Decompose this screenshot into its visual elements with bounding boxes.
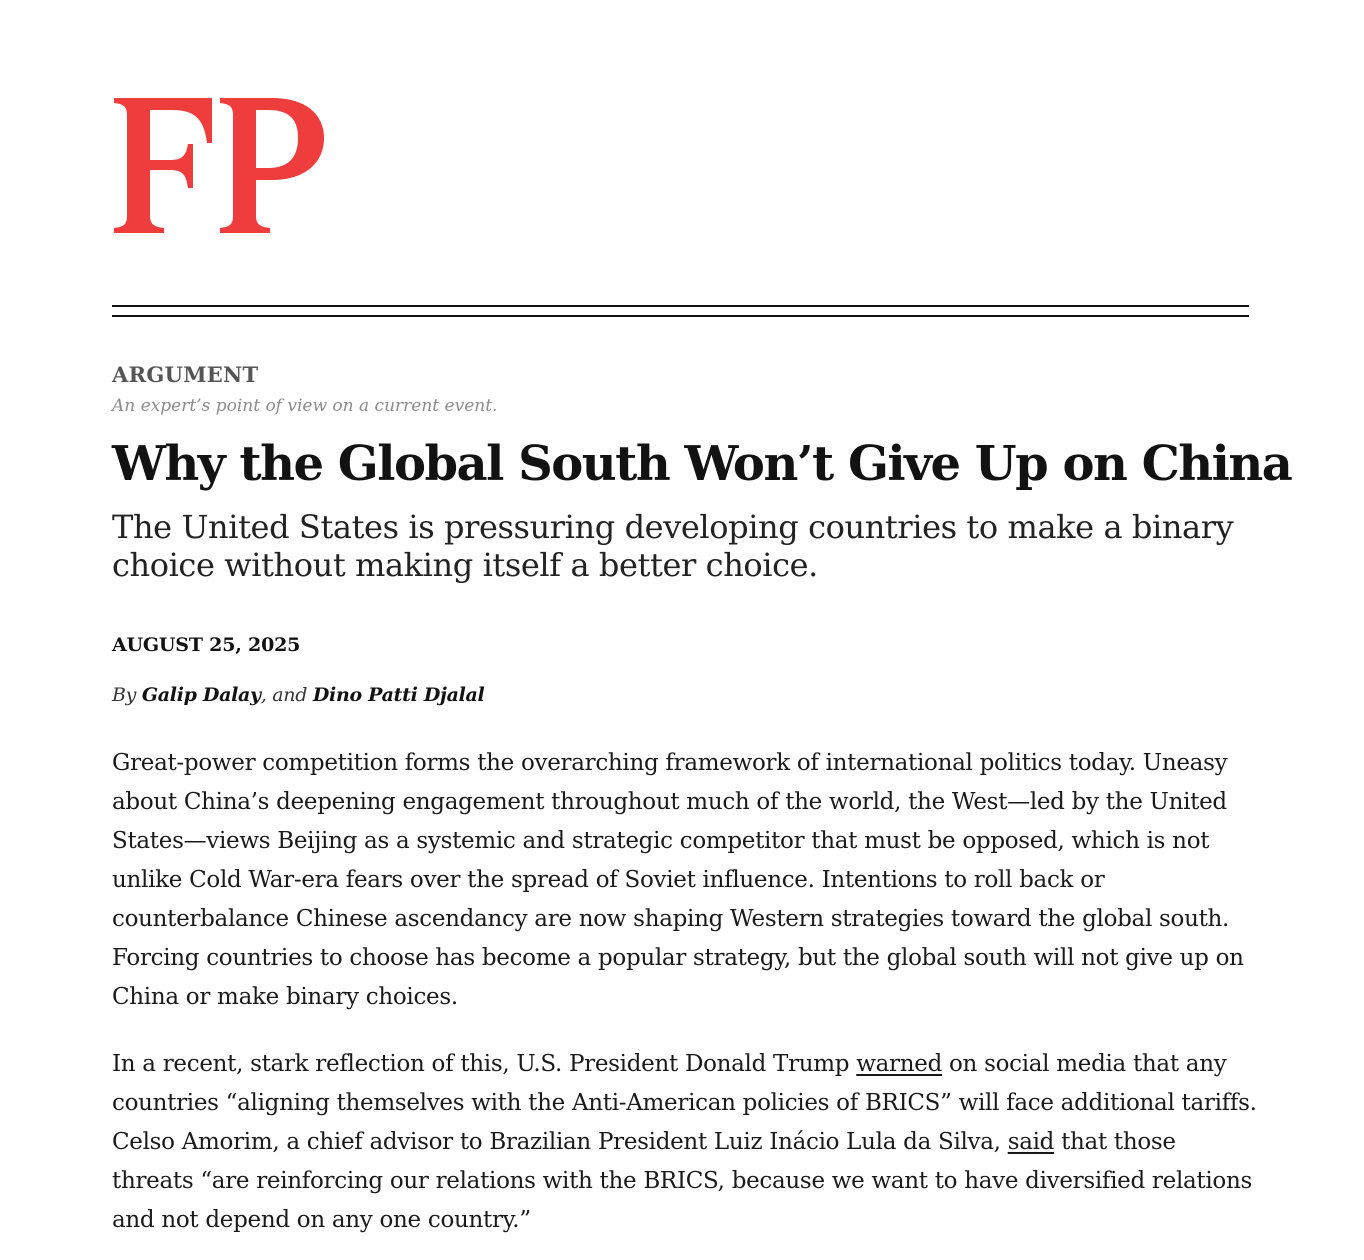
paragraph-2-text-1: In a recent, stark reflection of this, U.S. President Donald Trump bbox=[112, 1051, 857, 1077]
body-paragraph-2 bbox=[112, 1045, 1257, 1240]
author-link-dino-patti-djalal[interactable]: Dino Patti Djalal bbox=[312, 684, 485, 706]
fp-logo[interactable] bbox=[112, 98, 326, 234]
paragraph-2-text-2: on social media that any countries “aligning themselves with the Anti-American policies of BRICS” will face additional tariffs. Celso Amorim, a chief advisor to Brazilian President Luiz Inácio Lula da Silva, bbox=[112, 1051, 1257, 1155]
byline bbox=[112, 684, 484, 706]
byline-prefix: By bbox=[112, 684, 137, 706]
kicker-description: An expert’s point of view on a current event. bbox=[112, 396, 498, 416]
article-dek: The United States is pressuring developing countries to make a binary choice without making itself a better choice. bbox=[112, 508, 1234, 584]
divider-line-bottom bbox=[112, 315, 1249, 317]
logo-letter-f bbox=[114, 98, 212, 233]
paragraph-2-text-3: that those threats “are reinforcing our relations with the BRICS, because we want to have diversified relations and not depend on any one country.” bbox=[112, 1129, 1252, 1233]
author-link-galip-dalay[interactable]: Galip Dalay bbox=[141, 684, 261, 706]
section-kicker[interactable]: ARGUMENT bbox=[112, 362, 259, 387]
byline-separator: , and bbox=[260, 684, 308, 706]
divider-line-top bbox=[112, 305, 1249, 307]
warned-link[interactable]: warned bbox=[856, 1051, 942, 1077]
header-divider bbox=[112, 305, 1249, 317]
body-paragraph-1: Great-power competition forms the overarching framework of international politics today. Uneasy about China’s deepening engagement throughout much of the world, the West—led by the United States—views Beijing as a systemic and strategic competitor that must be opposed, which is not unlike Cold War-era fears over the spread of Soviet influence. Intentions to roll back or counterbalance Chinese ascendancy are now shaping Western strategies toward the global south. Forcing countries to choose has become a popular strategy, but the global south will not give up on China or make binary choices. bbox=[112, 750, 1244, 1010]
logo-letter-p bbox=[220, 98, 324, 233]
said-link[interactable]: said bbox=[1007, 1129, 1055, 1155]
publish-date: AUGUST 25, 2025 bbox=[112, 634, 301, 656]
article-headline: Why the Global South Won’t Give Up on China bbox=[112, 436, 1292, 492]
